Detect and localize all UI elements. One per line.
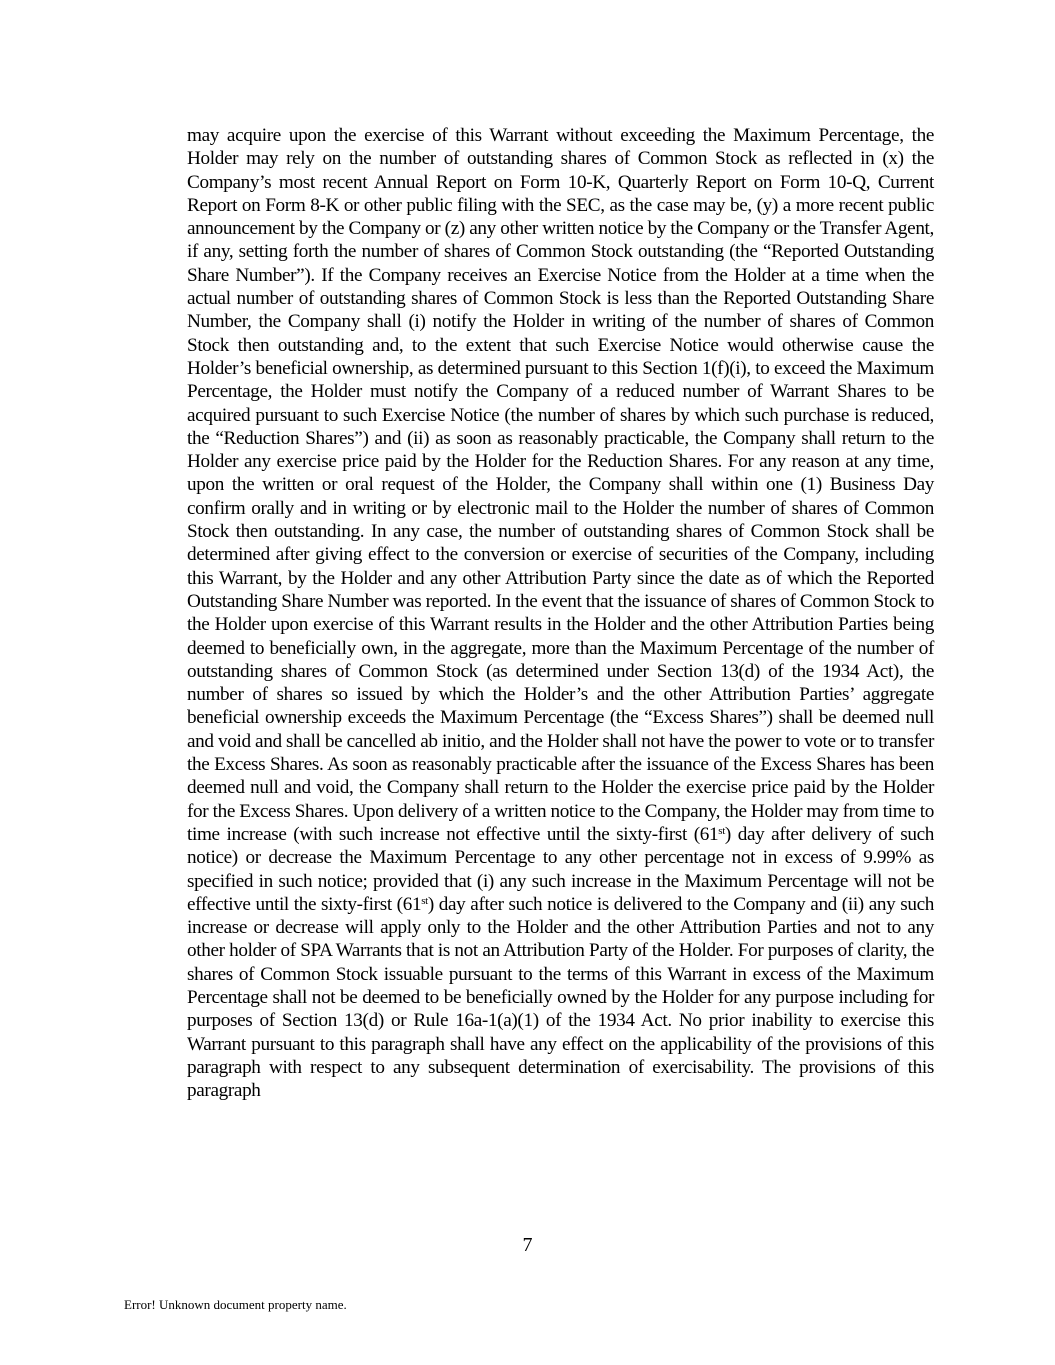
paragraph-text-part-3: ) day after such notice is delivered to the Company and (ii) any such increase or decrease will apply only to the Holder and the other Attribution Parties and not to any other holder of SPA Warrants that is not an Attribution Party of the Holder. For purposes of clarity, the shares of Common Stock issuable pursuant to the terms of this Warrant in excess of the Maximum Percentage shall not be deemed to be beneficially owned by the Holder for any purpose including for purposes of Section 13(d) or Rule 16a-1(a)(1) of the 1934 Act. No prior inability to exercise this Warrant pursuant to this paragraph shall have any effect on the applicability of the provisions of this paragraph with respect to any subsequent determination of exercisability. The provisions of this paragraph: [187, 893, 935, 1102]
body-paragraph: [187, 124, 934, 1102]
paragraph-text-part-2: ) day after delivery of such notice) or decrease the Maximum Percentage to any other percentage not in excess of 9.99% as specified in such notice; provided that (i) any such increase in the Maximum Percentage will not be effective until the sixty-first (61: [187, 823, 934, 915]
paragraph-text-part-1: may acquire upon the exercise of this Warrant without exceeding the Maximum Percentage, the Holder may rely on the number of outstanding shares of Common Stock as reflected in (x) the Company’s most recent Annual Report on Form 10-K, Quarterly Report on Form 10-Q, Current Report on Form 8-K or other public filing with the SEC, as the case may be, (y) a more recent public announcement by the Company or (z) any other written notice by the Company or the Transfer Agent, if any, setting forth the number of shares of Common Stock outstanding (the “Reported Outstanding Share Number”). If the Company receives an Exercise Notice from the Holder at a time when the actual number of outstanding shares of Common Stock is less than the Reported Outstanding Share Number, the Company shall (i) notify the Holder in writing of the number of shares of Common Stock then outstanding and, to the extent that such Exercise Notice would otherwise cause the Holder’s beneficial ownership, as determined pursuant to this Section 1(f)(i), to exceed the Maximum Percentage, the Holder must notify the Company of a reduced number of Warrant Shares to be acquired pursuant to such Exercise Notice (the number of shares by which such purchase is reduced, the “Reduction Shares”) and (ii) as soon as reasonably practicable, the Company shall return to the Holder any exercise price paid by the Holder for the Reduction Shares. For any reason at any time, upon the written or oral request of the Holder, the Company shall within one (1) Business Day confirm orally and in writing or by electronic mail to the Holder the number of shares of Common Stock then outstanding. In any case, the number of outstanding shares of Common Stock shall be determined after giving effect to the conversion or exercise of securities of the Company, including this Warrant, by the Holder and any other Attribution Party since the date as of which the Reported Outstanding Share Number was reported. In the event that the issuance of shares of Common Stock to the Holder upon exercise of this Warrant results in the Holder and the other Attribution Parties being deemed to beneficially own, in the aggregate, more than the Maximum Percentage of the number of outstanding shares of Common Stock (as determined under Section 13(d) of the 1934 Act), the number of shares so issued by which the Holder’s and the other Attribution Parties’ aggregate beneficial ownership exceeds the Maximum Percentage (the “Excess Shares”) shall be deemed null and void and shall be cancelled ab initio, and the Holder shall not have the power to vote or to transfer the Excess Shares. As soon as reasonably practicable after the issuance of the Excess Shares has been deemed null and void, the Company shall return to the Holder the exercise price paid by the Holder for the Excess Shares. Upon delivery of a written notice to the Company, the Holder may from time to time increase (with such increase not effective until the sixty-first (61: [187, 125, 934, 845]
footer-text: Error! Unknown document property name.: [124, 1297, 347, 1312]
ordinal-suffix-1: st: [718, 824, 725, 837]
page-number: 7: [522, 1234, 533, 1256]
ordinal-suffix-2: st: [421, 894, 428, 907]
